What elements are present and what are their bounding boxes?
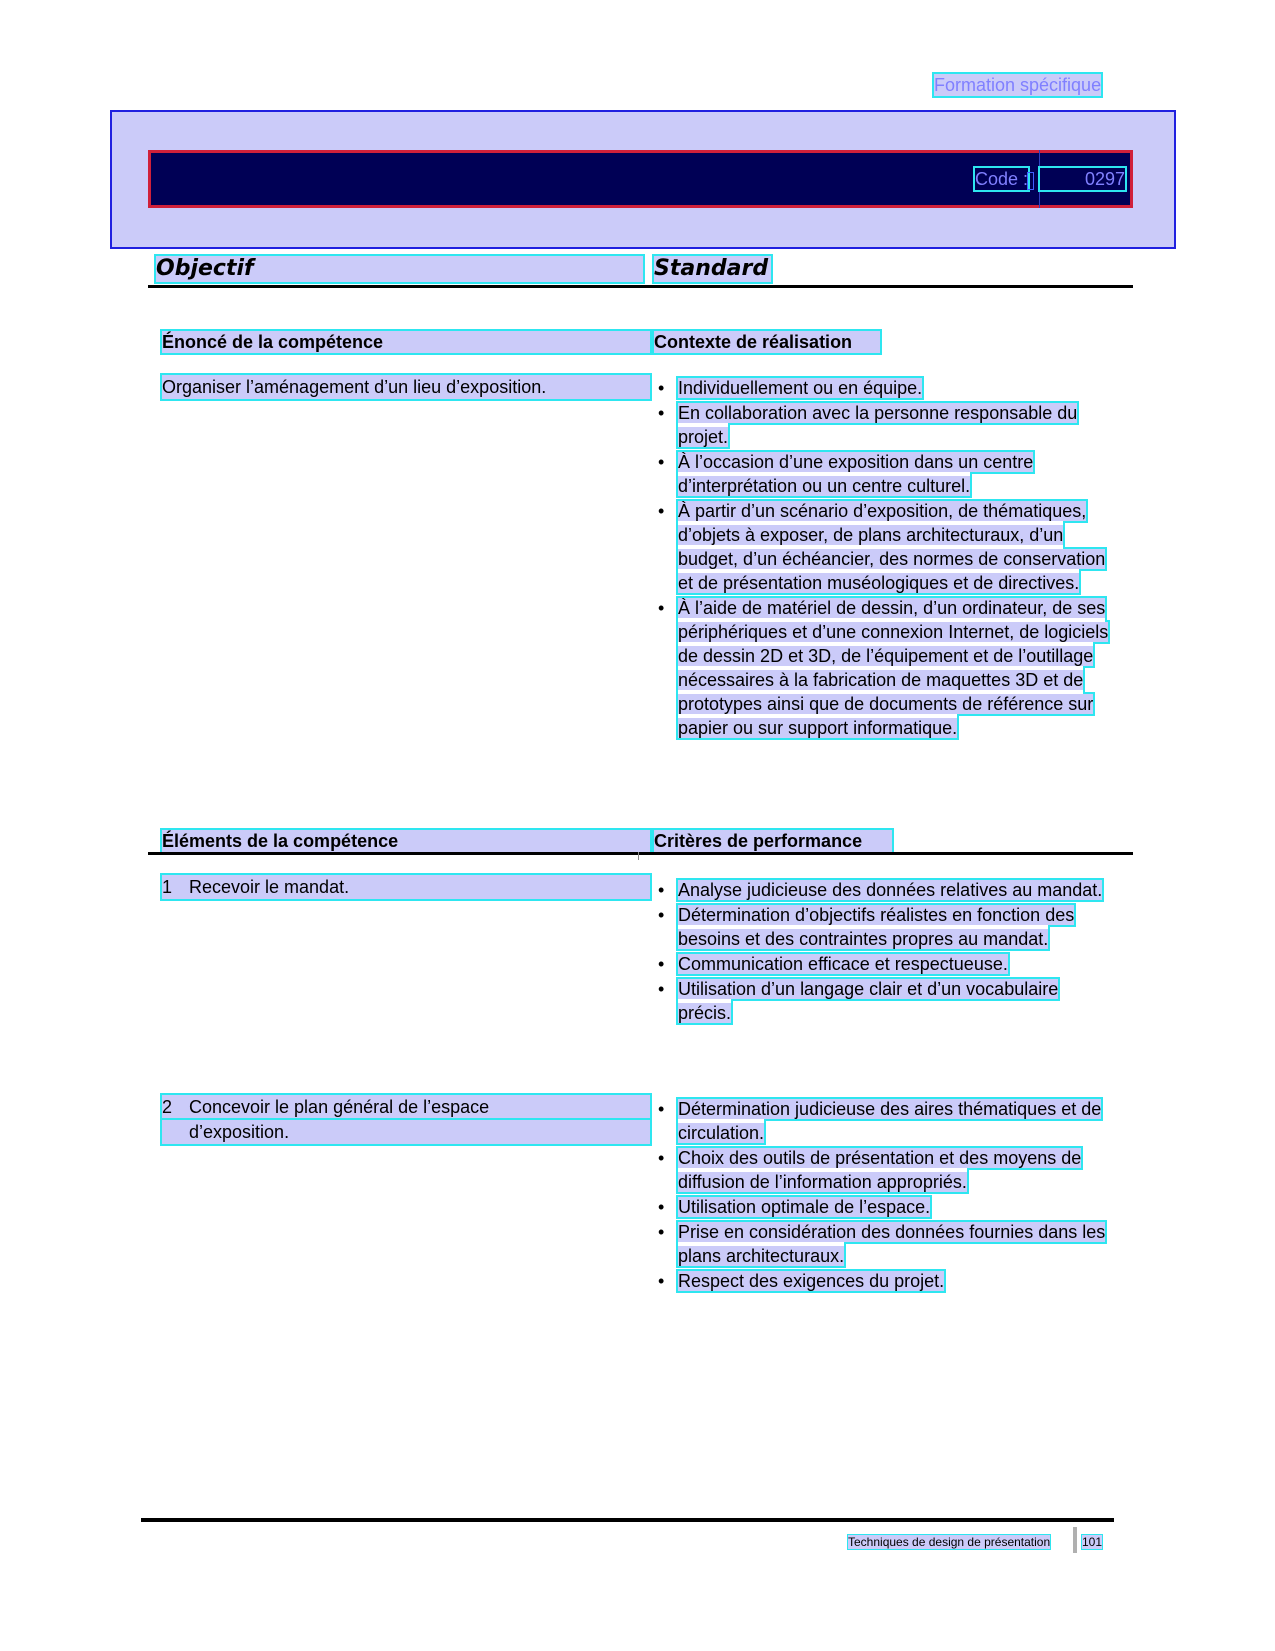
element-item <box>162 1095 650 1119</box>
footer-separator <box>1073 1527 1077 1553</box>
criteres-heading: Critères de performance <box>654 830 892 852</box>
column-heading-objectif: Objectif <box>156 256 643 282</box>
elements-heading: Éléments de la compétence <box>162 830 650 852</box>
list-item-text: Détermination d’objectifs réalistes en fonction des besoins et des contraintes propres au mandat. <box>678 905 1075 949</box>
element-text: Recevoir le mandat. <box>189 877 350 897</box>
list-item-text: Individuellement ou en équipe. <box>678 378 923 398</box>
list-item: • Détermination d’objectifs réalistes en fonction des besoins et des contraintes propres au mandat. <box>658 905 1075 949</box>
list-item: • Détermination judicieuse des aires thématiques et de circulation. <box>658 1099 1102 1143</box>
element-item-continuation <box>162 1120 650 1144</box>
competence-statement: Organiser l’aménagement d’un lieu d’exposition. <box>162 375 650 399</box>
code-label: Code : <box>975 169 1029 189</box>
list-item: • Analyse judicieuse des données relatives au mandat. <box>658 880 1103 900</box>
list-item: • À partir d’un scénario d’exposition, de thématiques, d’objets à exposer, de plans architecturaux, d’un budget, d’un échéancier, des normes de conservation et de présentation muséologiques et de directives. <box>658 501 1106 593</box>
criteria-list <box>654 878 1114 1026</box>
list-item-text: Utilisation optimale de l’espace. <box>678 1197 931 1217</box>
element-item <box>162 875 650 899</box>
list-item: • Communication efficace et respectueuse. <box>658 954 1008 974</box>
footer-title: Techniques de design de présentation <box>848 1535 1051 1549</box>
list-item-text: À partir d’un scénario d’exposition, de thématiques, d’objets à exposer, de plans architecturaux, d’un budget, d’un échéancier, des normes de conservation et de présentation muséologiques et de directives. <box>678 501 1106 593</box>
code-separator <box>1027 172 1034 190</box>
list-item-text: Utilisation d’un langage clair et d’un vocabulaire précis. <box>678 979 1059 1023</box>
list-item-text: Communication efficace et respectueuse. <box>678 954 1008 974</box>
heading-rule <box>148 285 1133 288</box>
list-item: • Respect des exigences du projet. <box>658 1271 945 1291</box>
list-item-text: Respect des exigences du projet. <box>678 1271 945 1291</box>
list-item: • Individuellement ou en équipe. <box>658 378 923 398</box>
list-item-text: En collaboration avec la personne responsable du projet. <box>678 403 1078 447</box>
list-item-text: Analyse judicieuse des données relatives au mandat. <box>678 880 1103 900</box>
list-item-text: À l’occasion d’une exposition dans un centre d’interprétation ou un centre culturel. <box>678 452 1034 496</box>
list-item-text: À l’aide de matériel de dessin, d’un ordinateur, de ses périphériques et d’une connexion Internet, de logiciels de dessin 2D et 3D, de l’équipement et de l’outillage nécessaires à la fabrication de maquettes 3D et de prototypes ainsi que de documents de référence sur papier ou sur support informatique. <box>678 598 1109 738</box>
list-item: • À l’occasion d’une exposition dans un centre d’interprétation ou un centre culturel. <box>658 452 1034 496</box>
list-item-text: Prise en considération des données fournies dans les plans architecturaux. <box>678 1222 1106 1266</box>
column-divider <box>638 852 639 860</box>
element-number: 1 <box>162 877 173 897</box>
list-item: • À l’aide de matériel de dessin, d’un ordinateur, de ses périphériques et d’une connexion Internet, de logiciels de dessin 2D et 3D, de l’équipement et de l’outillage nécessaires à la fabrication de maquettes 3D et de prototypes ainsi que de documents de référence sur papier ou sur support informatique. <box>658 598 1109 738</box>
enonce-heading: Énoncé de la compétence <box>162 331 650 353</box>
element-text: d’exposition. <box>189 1122 290 1142</box>
element-number: 2 <box>162 1097 173 1117</box>
elements-rule <box>148 852 1133 855</box>
element-text: Concevoir le plan général de l’espace <box>189 1097 490 1117</box>
list-item-text: Détermination judicieuse des aires thématiques et de circulation. <box>678 1099 1102 1143</box>
code-value: 0297 <box>1040 168 1125 190</box>
footer-rule <box>141 1518 1114 1522</box>
list-item: • Choix des outils de présentation et des moyens de diffusion de l’information appropriés. <box>658 1148 1082 1192</box>
list-item: • En collaboration avec la personne responsable du projet. <box>658 403 1078 447</box>
list-item: • Utilisation optimale de l’espace. <box>658 1197 931 1217</box>
contexte-heading: Contexte de réalisation <box>654 331 880 353</box>
contexte-list <box>654 376 1114 741</box>
column-heading-standard: Standard <box>654 256 771 282</box>
list-item-text: Choix des outils de présentation et des moyens de diffusion de l’information appropriés. <box>678 1148 1082 1192</box>
list-item: • Prise en considération des données fournies dans les plans architecturaux. <box>658 1222 1106 1266</box>
page-number: 101 <box>1082 1535 1103 1549</box>
list-item: • Utilisation d’un langage clair et d’un vocabulaire précis. <box>658 979 1059 1023</box>
section-title: Formation spécifique <box>934 75 1102 95</box>
criteria-list <box>654 1097 1114 1294</box>
